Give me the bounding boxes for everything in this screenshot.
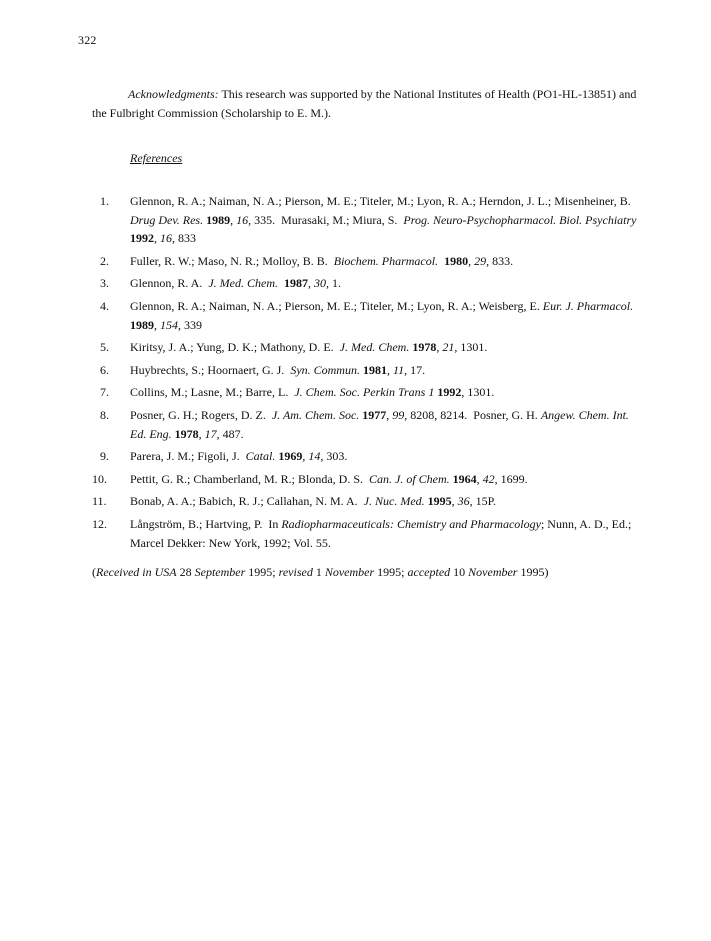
reference-item — [92, 361, 638, 380]
reference-item — [92, 447, 638, 466]
received-dates-line: (Received in USA 28 September 1995; revised 1 November 1995; accepted 10 November 1995) — [92, 565, 549, 579]
reference-number: 7. — [100, 385, 109, 400]
reference-text: Långström, B.; Hartving, P. In Radiopharmaceuticals: Chemistry and Pharmacology; Nunn, A. D., Ed.; Marcel Dekker: New York, 1992; Vol. 55. — [130, 516, 632, 550]
reference-number: 8. — [100, 407, 109, 422]
reference-item — [92, 492, 638, 511]
reference-number: 12. — [92, 516, 107, 531]
acknowledgments-paragraph — [92, 85, 638, 123]
reference-number: 10. — [92, 471, 107, 486]
reference-text: Glennon, R. A.; Naiman, N. A.; Pierson, M. E.; Titeler, M.; Lyon, R. A.; Herndon, J. L.; Misenheiner, B. Drug Dev. Res. 1989, 16, 335. Murasaki, M.; Miura, S. Prog. Neuro-Psychopharmacol. Biol. Psychiatry 1992, 16, 833 — [130, 194, 637, 246]
reference-number: 2. — [100, 253, 109, 268]
reference-number: 6. — [100, 362, 109, 377]
reference-item — [92, 515, 638, 552]
references-heading: References — [130, 151, 183, 165]
reference-number: 5. — [100, 340, 109, 355]
reference-text: Pettit, G. R.; Chamberland, M. R.; Blonda, D. S. Can. J. of Chem. 1964, 42, 1699. — [130, 471, 528, 486]
reference-text: Glennon, R. A. J. Med. Chem. 1987, 30, 1. — [130, 276, 341, 291]
reference-text: Kiritsy, J. A.; Yung, D. K.; Mathony, D. E. J. Med. Chem. 1978, 21, 1301. — [130, 340, 488, 355]
reference-text: Collins, M.; Lasne, M.; Barre, L. J. Chem. Soc. Perkin Trans 1 1992, 1301. — [130, 385, 495, 400]
reference-item — [92, 274, 638, 293]
reference-number: 4. — [100, 298, 109, 313]
reference-item — [92, 252, 638, 271]
reference-text: Fuller, R. W.; Maso, N. R.; Molloy, B. B. Biochem. Pharmacol. 1980, 29, 833. — [130, 253, 514, 268]
reference-number: 3. — [100, 276, 109, 291]
reference-text: Parera, J. M.; Figoli, J. Catal. 1969, 14, 303. — [130, 449, 348, 464]
acknowledgments-label: Acknowledgments: — [128, 87, 219, 101]
reference-number: 9. — [100, 449, 109, 464]
reference-item — [92, 192, 638, 248]
reference-number: 1. — [100, 194, 109, 208]
reference-item — [92, 383, 638, 402]
reference-text: Bonab, A. A.; Babich, R. J.; Callahan, N. M. A. J. Nuc. Med. 1995, 36, 15P. — [130, 494, 496, 509]
reference-list — [92, 192, 638, 556]
page-number: 322 — [78, 33, 97, 47]
reference-text: Posner, G. H.; Rogers, D. Z. J. Am. Chem. Soc. 1977, 99, 8208, 8214. Posner, G. H. Angew. Chem. Int. Ed. Eng. 1978, 17, 487. — [130, 407, 629, 441]
reference-text: Huybrechts, S.; Hoornaert, G. J. Syn. Commun. 1981, 11, 17. — [130, 362, 426, 377]
reference-item — [92, 406, 638, 443]
reference-number: 11. — [92, 494, 107, 509]
acknowledgments-text: This research was supported by the National Institutes of Health (PO1-HL-13851) and the Fulbright Commission (Scholarship to E. M.). — [92, 87, 637, 120]
reference-item — [92, 470, 638, 489]
reference-item — [92, 338, 638, 357]
reference-item — [92, 297, 638, 334]
reference-text: Glennon, R. A.; Naiman, N. A.; Pierson, M. E.; Titeler, M.; Lyon, R. A.; Weisberg, E. Eur. J. Pharmacol. 1989, 154, 339 — [130, 298, 634, 332]
